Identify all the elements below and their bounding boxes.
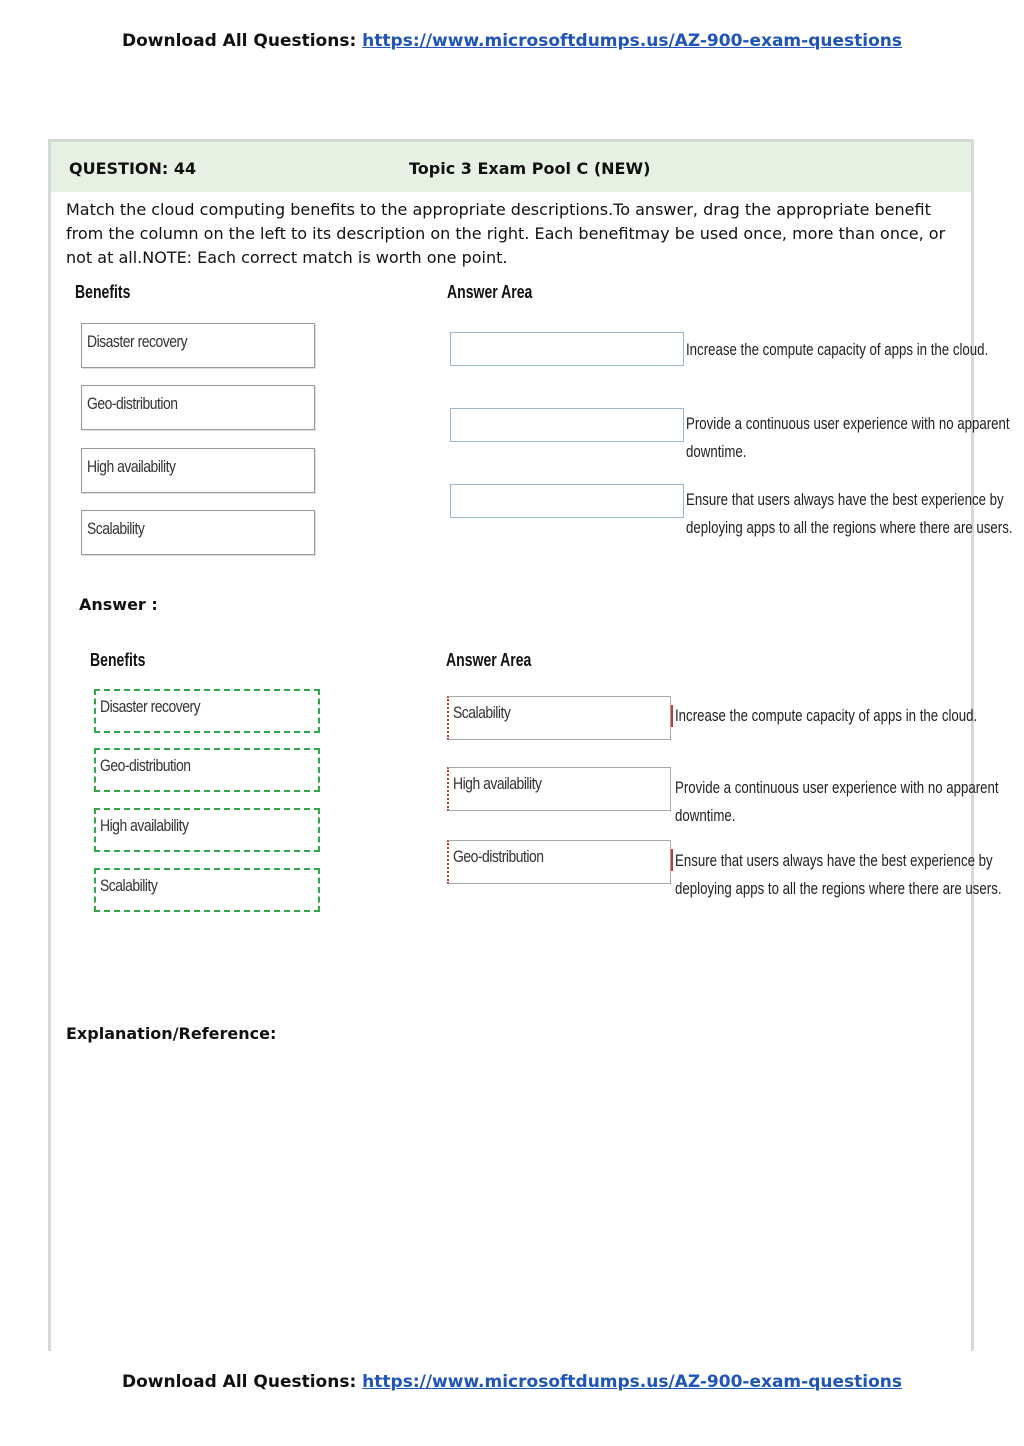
description: Provide a continuous user experience with no apparent downtime. xyxy=(686,414,1010,461)
benefits-title: Benefits xyxy=(75,282,131,302)
answer-slot[interactable] xyxy=(450,332,684,366)
answer-label: Answer : xyxy=(79,595,158,614)
download-banner-top xyxy=(0,31,1024,51)
answer-slot-filled[interactable] xyxy=(447,840,671,884)
benefit-label: Disaster recovery xyxy=(87,332,188,351)
answer-slot-label: Scalability xyxy=(453,703,511,722)
answer-slot-filled[interactable] xyxy=(447,767,671,811)
download-label: Download All Questions: xyxy=(122,31,357,51)
benefit-item[interactable] xyxy=(94,748,320,792)
description: Ensure that users always have the best experience by deploying apps to all the regions where there are users. xyxy=(686,490,1013,537)
benefit-item[interactable] xyxy=(81,448,315,493)
answer-slot[interactable] xyxy=(450,484,684,518)
description: Provide a continuous user experience with no apparent downtime. xyxy=(675,778,999,825)
benefit-item[interactable] xyxy=(94,868,320,912)
benefit-item[interactable] xyxy=(94,808,320,852)
match-marker xyxy=(671,705,673,727)
answer-slot-label: Geo-distribution xyxy=(453,847,544,866)
download-label: Download All Questions: xyxy=(122,1372,357,1392)
benefit-label: Scalability xyxy=(87,519,145,538)
description: Increase the compute capacity of apps in the cloud. xyxy=(675,706,978,725)
benefit-label: Scalability xyxy=(100,876,158,895)
benefit-label: Geo-distribution xyxy=(87,394,178,413)
match-marker xyxy=(671,849,673,871)
benefit-label: High availability xyxy=(100,816,189,835)
download-link[interactable]: https://www.microsoftdumps.us/AZ-900-exam-questions xyxy=(362,31,902,51)
answer-slot[interactable] xyxy=(450,408,684,442)
answer-slot-filled[interactable] xyxy=(447,696,671,740)
explanation-label: Explanation/Reference: xyxy=(66,1024,277,1043)
answer-slot-label: High availability xyxy=(453,774,542,793)
benefit-label: Disaster recovery xyxy=(100,697,201,716)
benefit-label: High availability xyxy=(87,457,176,476)
benefits-title: Benefits xyxy=(90,650,146,670)
benefit-item[interactable] xyxy=(94,689,320,733)
download-link[interactable]: https://www.microsoftdumps.us/AZ-900-exam-questions xyxy=(362,1372,902,1392)
benefit-item[interactable] xyxy=(81,385,315,430)
question-card xyxy=(48,139,1013,1351)
answer-area-title: Answer Area xyxy=(447,282,533,302)
description: Ensure that users always have the best experience by deploying apps to all the regions where there are users. xyxy=(675,851,1002,898)
question-header xyxy=(51,142,971,192)
answer-area-title: Answer Area xyxy=(446,650,532,670)
description: Increase the compute capacity of apps in the cloud. xyxy=(686,340,989,359)
benefit-item[interactable] xyxy=(81,510,315,555)
question-topic: Topic 3 Exam Pool C (NEW) xyxy=(409,159,651,178)
benefit-item[interactable] xyxy=(81,323,315,368)
benefit-label: Geo-distribution xyxy=(100,756,191,775)
question-number: QUESTION: 44 xyxy=(69,159,197,178)
question-text: Match the cloud computing benefits to the appropriate descriptions.To answer, drag the appropriate benefit from the column on the left to its description on the right. Each benefitmay be used once, more than once, or not at all.NOTE: Each correct match is worth one point. xyxy=(66,200,946,267)
download-banner-bottom xyxy=(0,1372,1024,1392)
